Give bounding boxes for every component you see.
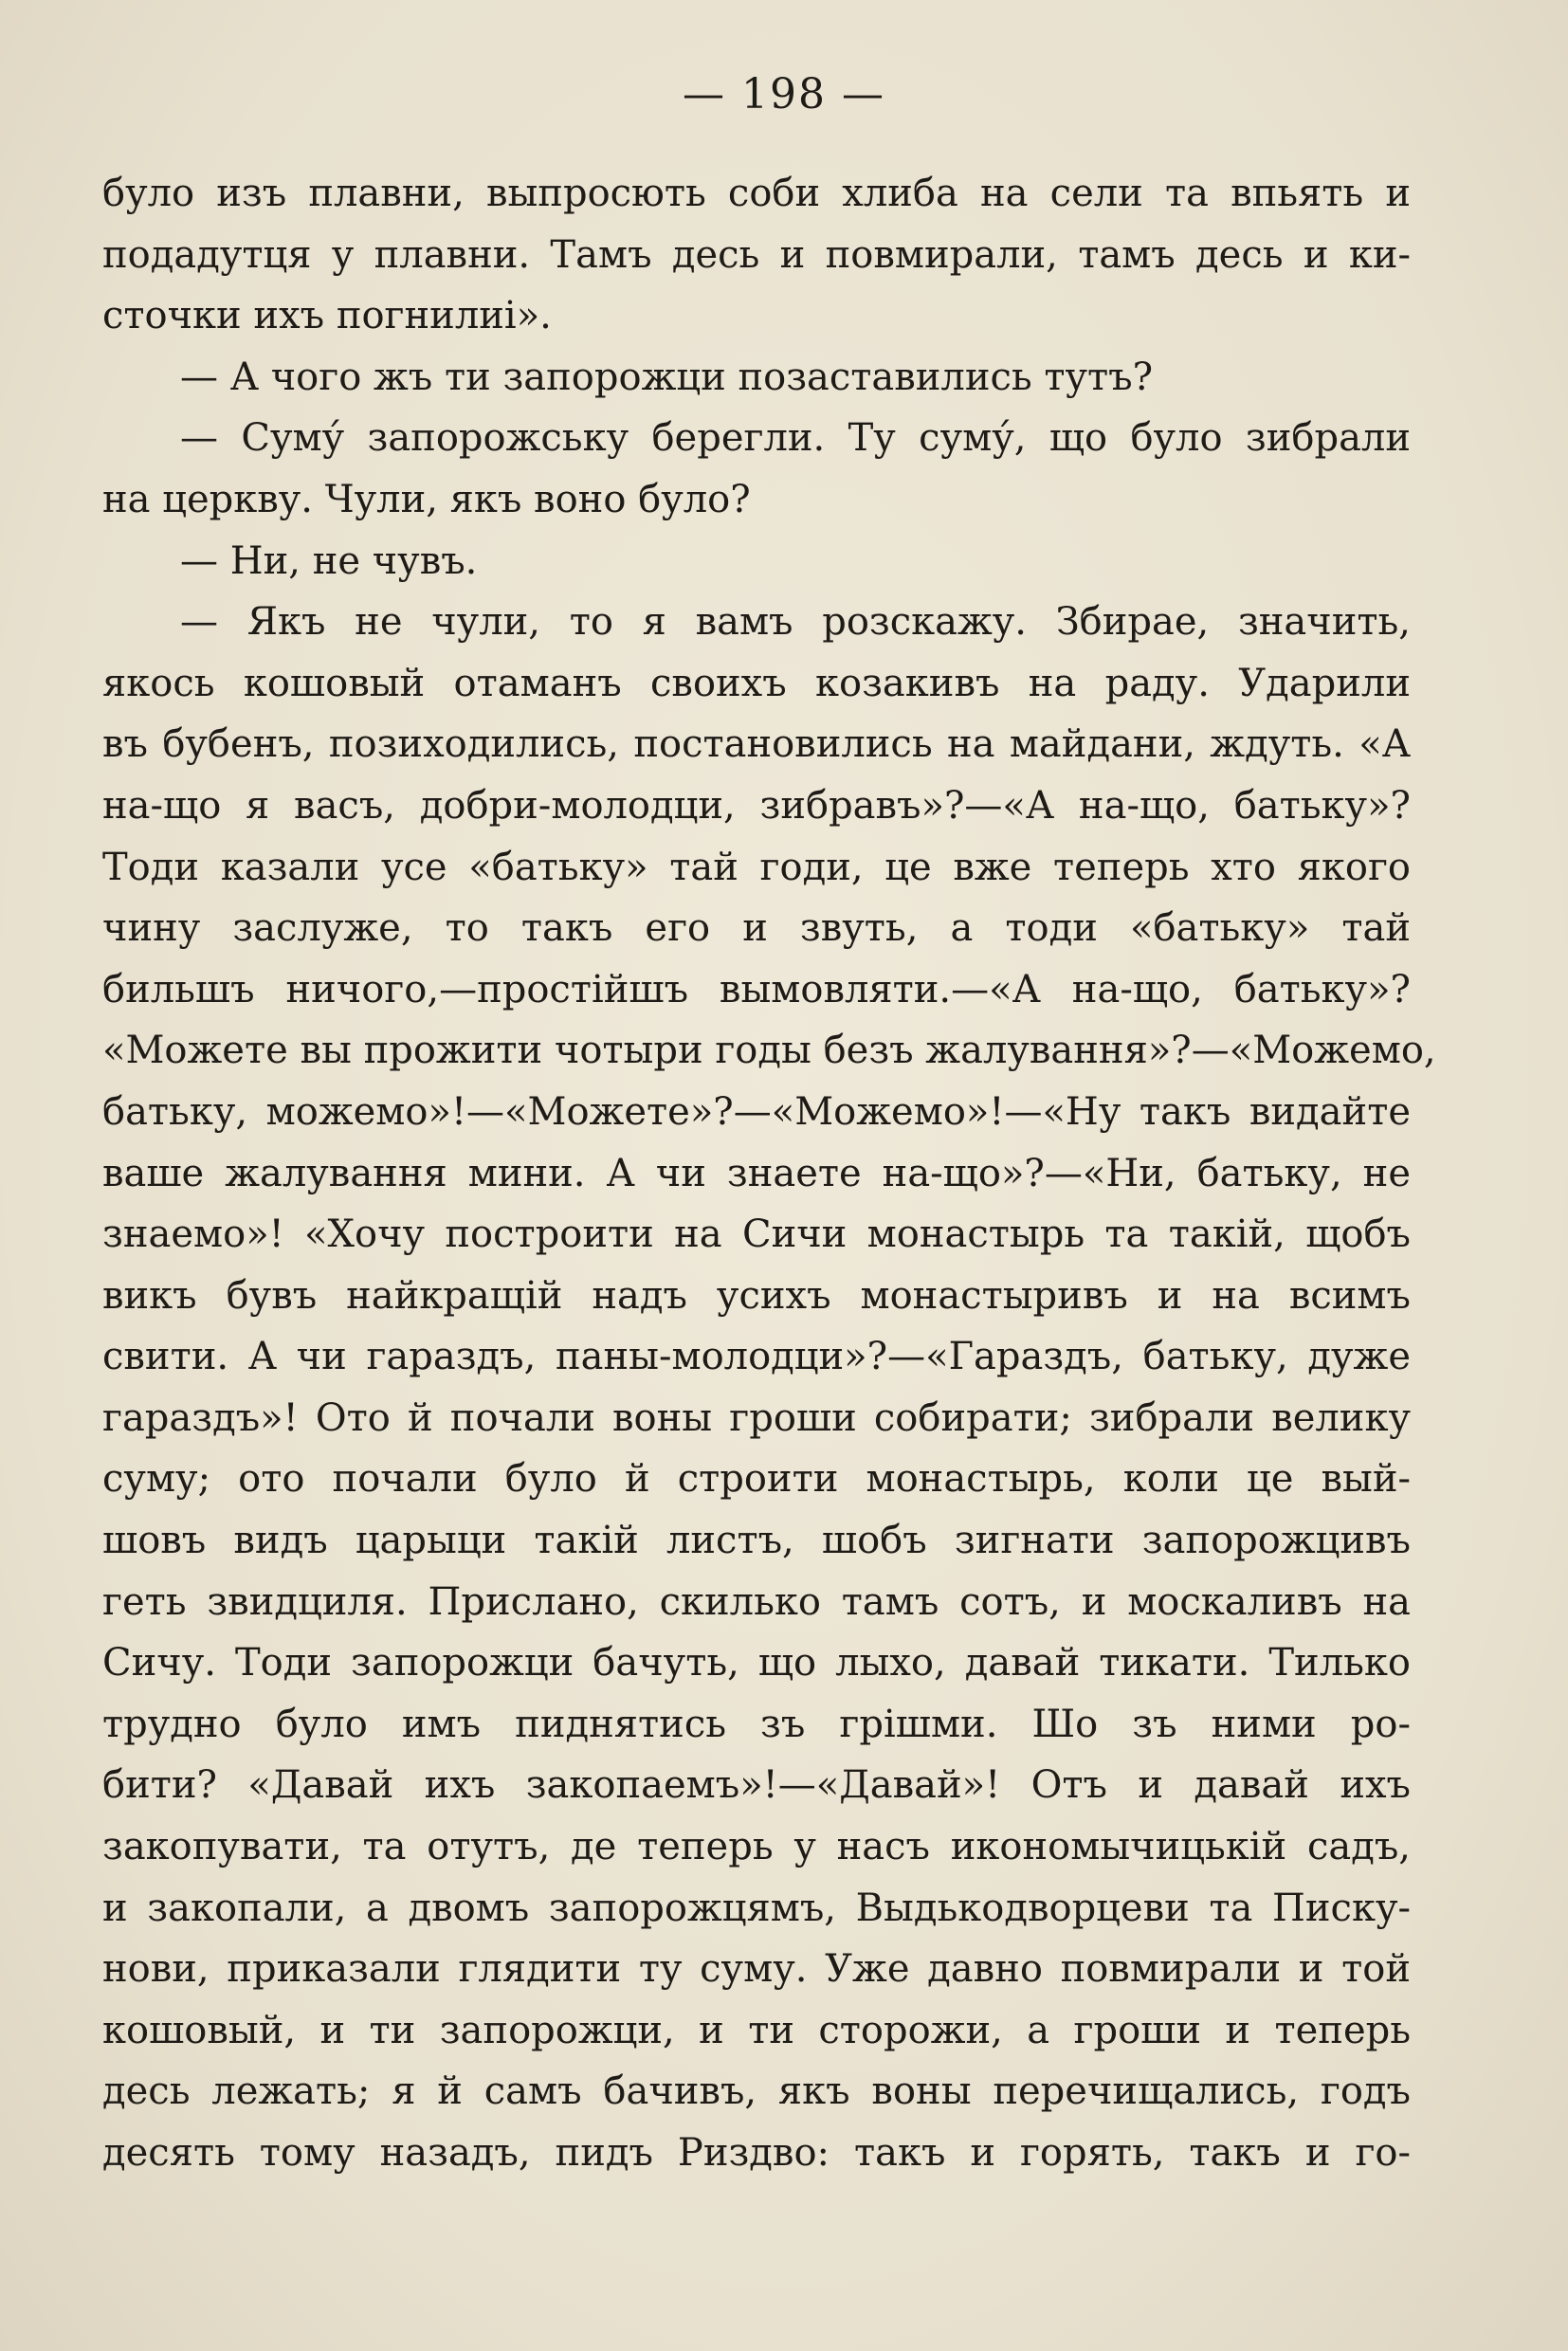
text-line: Тоди казали усе «батьку» тай годи, це вже теперь хто якого [102,845,1411,889]
text-line: гараздъ»! Ото й почали воны гроши собирати; зибрали велику [102,1395,1411,1440]
text-line: геть звидциля. Прислано, скилько тамъ сотъ, и москаливъ на [102,1579,1411,1624]
text-line: и закопали, а двомъ запорожцямъ, Выдькодворцеви та Писку- [102,1886,1411,1930]
text-line: викъ бувъ найкращій надъ усихъ монастыривъ и на всимъ [102,1273,1411,1318]
text-line: подадутця у плавни. Тамъ десь и повмирали, тамъ десь и ки- [102,232,1411,277]
text-line: «Можете вы прожити чотыри годы безъ жалування»?—«Можемо, [102,1029,1436,1073]
text-line: шовъ видъ царыци такій листъ, шобъ зигнати запорожцивъ [102,1519,1411,1563]
text-line: батьку, можемо»!—«Можете»?—«Можемо»!—«Ну такъ видайте [102,1089,1411,1134]
text-line: свити. А чи гараздъ, паны-молодци»?—«Гараздъ, батьку, дуже [102,1335,1411,1379]
text-line: десять тому назадъ, пидъ Риздво: такъ и горять, такъ и го- [102,2131,1411,2175]
text-line: знаемо»! «Хочу построити на Сичи монастырь та такій, щобъ [102,1212,1411,1257]
text-line: — Суму́ запорожську берегли. Ту суму́, що було зибрали [180,416,1411,461]
text-line: бити? «Давай ихъ закопаемъ»!—«Давай»! Отъ и давай ихъ [102,1763,1411,1808]
body-text [102,163,1436,2184]
text-line: на церкву. Чули, якъ воно було? [102,477,751,521]
text-line: — А чого жъ ти запорожци позаставились тутъ? [180,355,1154,399]
text-line: бильшъ ничого,—простійшъ вымовляти.—«А на-що, батьку»? [102,967,1411,1011]
text-line: на-що я васъ, добри-молодци, зибравъ»?—«А на-що, батьку»? [102,783,1411,828]
text-line: чину заслуже, то такъ его и звуть, а тоди «батьку» тай [102,906,1411,951]
text-line: десь лежать; я й самъ бачивъ, якъ воны перечищались, годъ [102,2069,1411,2114]
text-line: — Якъ не чули, то я вамъ розскажу. Збирае, значить, [180,600,1411,645]
text-line: Сичу. Тоди запорожци бачуть, що лыхо, давай тикати. Тилько [102,1641,1411,1686]
text-line: нови, приказали глядити ту суму. Уже давно повмирали и той [102,1947,1411,1992]
text-line: въ бубенъ, позиходились, постановились на майдани, ждуть. «А [102,722,1411,767]
text-line: кошовый, и ти запорожци, и ти сторожи, а гроши и теперь [102,2008,1411,2052]
page-number: — 198 — [683,70,885,118]
text-line: ваше жалування мини. А чи знаете на-що»?—«Ни, батьку, не [102,1151,1411,1195]
text-line: трудно було имъ пиднятись зъ грішми. Шо зъ ними ро- [102,1702,1411,1746]
text-line: закопувати, та отутъ, де теперь у насъ икономычицькій садъ, [102,1825,1411,1869]
text-line: — Ни, не чувъ. [180,538,478,583]
text-line: суму; ото почали було й строити монастырь, коли це вый- [102,1457,1411,1502]
text-line: сточки ихъ погнилиі». [102,294,552,338]
text-line: якось кошовый отаманъ своихъ козакивъ на раду. Ударили [102,661,1411,705]
text-line: було изъ плавни, выпросють соби хлиба на сели та впьять и [102,172,1411,215]
